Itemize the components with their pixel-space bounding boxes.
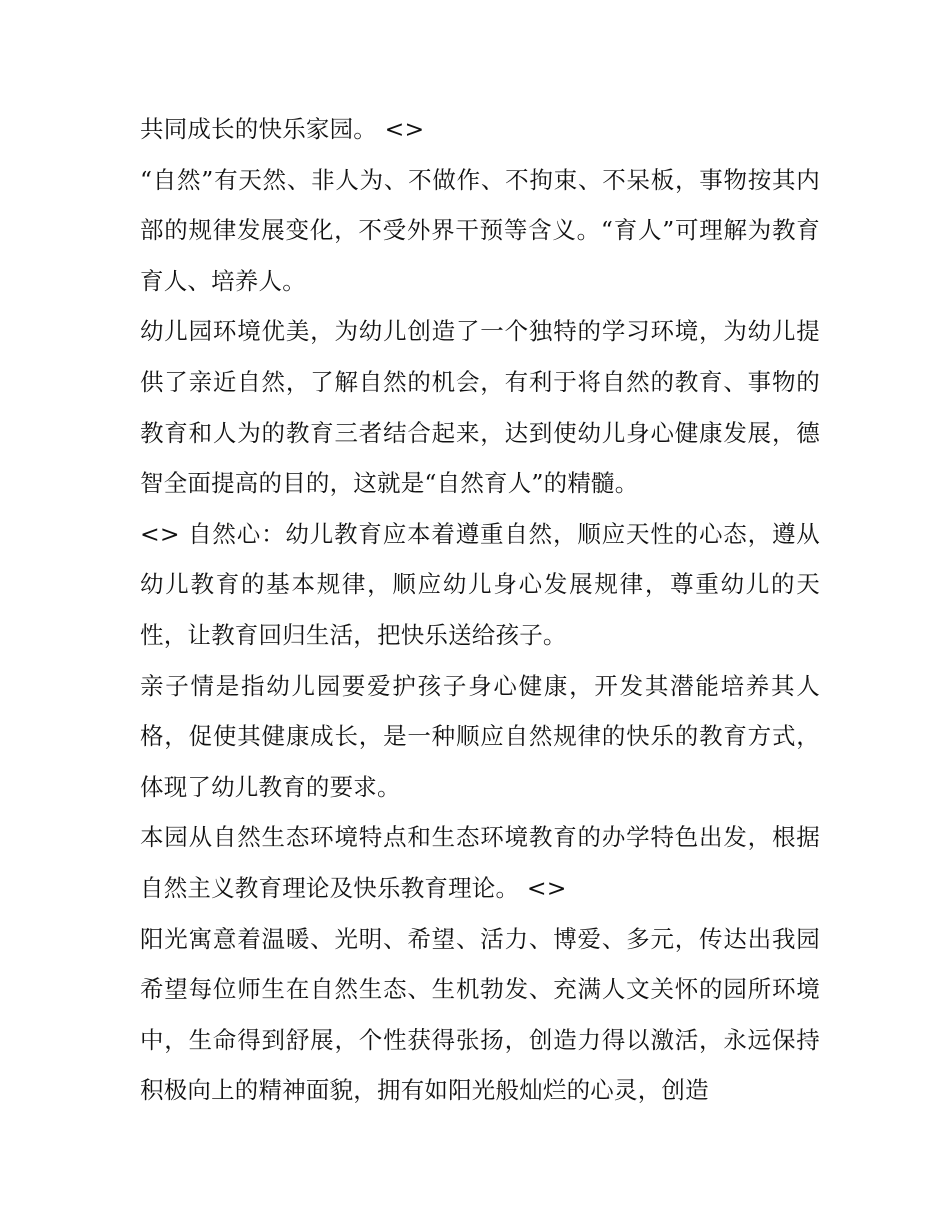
paragraph-6: 本园从自然生态环境特点和生态环境教育的办学特色出发，根据自然主义教育理论及快乐教育理论。 <> [140, 823, 820, 902]
paragraph-2: “自然”有天然、非人为、不做作、不拘束、不呆板，事物按其内部的规律发展变化，不受外界干预等含义。“育人”可理解为教育育人、培养人。 [140, 165, 820, 295]
paragraph-1: 共同成长的快乐家园。 <> [140, 115, 425, 143]
paragraph-4: <> 自然心：幼儿教育应本着遵重自然，顺应天性的心态，遵从幼儿教育的基本规律，顺应幼儿身心发展规律，尊重幼儿的天性，让教育回归生活，把快乐送给孩子。 [140, 519, 820, 649]
paragraph-5: 亲子情是指幼儿园要爱护孩子身心健康，开发其潜能培养其人格，促使其健康成长，是一种顺应自然规律的快乐的教育方式，体现了幼儿教育的要求。 [140, 671, 820, 801]
paragraph-3: 幼儿园环境优美，为幼儿创造了一个独特的学习环境，为幼儿提供了亲近自然，了解自然的机会，有利于将自然的教育、事物的教育和人为的教育三者结合起来，达到使幼儿身心健康发展，德智全面提高的目的，这就是“自然育人”的精髓。 [140, 317, 820, 498]
document-body [140, 104, 820, 1116]
paragraph-7: 阳光寓意着温暖、光明、希望、活力、博爱、多元，传达出我园希望每位师生在自然生态、生机勃发、充满人文关怀的园所环境中，生命得到舒展，个性获得张扬，创造力得以激活，永远保持积极向上的精神面貌，拥有如阳光般灿烂的心灵，创造 [140, 924, 820, 1105]
